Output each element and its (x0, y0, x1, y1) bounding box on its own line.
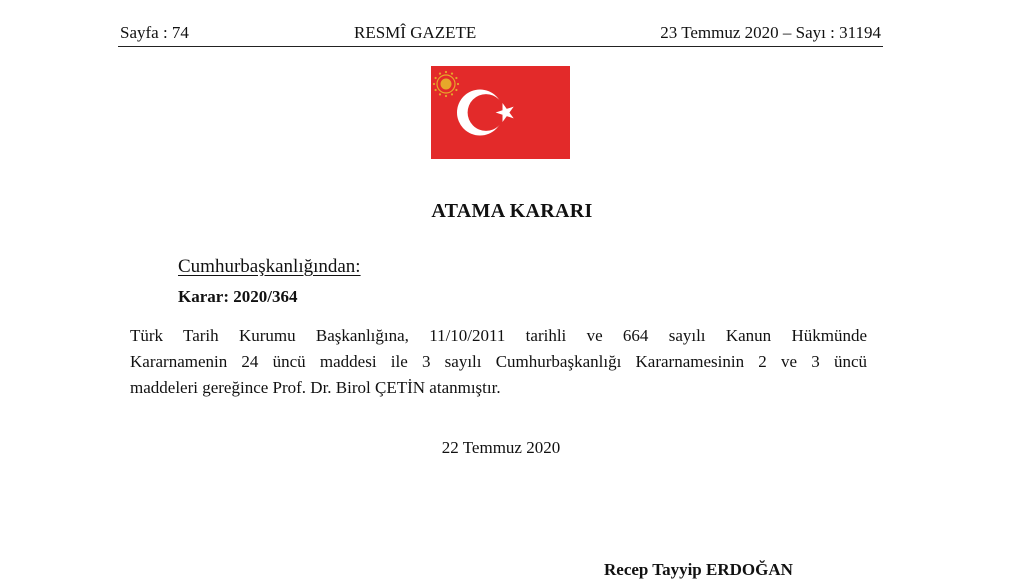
decision-body (130, 323, 867, 401)
document-title: ATAMA KARARI (431, 200, 593, 222)
decision-number: Karar: 2020/364 (178, 287, 298, 306)
issuer-heading: Cumhurbaşkanlığından: (178, 256, 361, 277)
signatory-name: Recep Tayyip ERDOĞAN (604, 560, 793, 579)
body-line: maddeleri gereğince Prof. Dr. Birol ÇETİN atanmıştır. (130, 378, 501, 397)
decision-date: 22 Temmuz 2020 (441, 438, 561, 457)
turkish-flag-icon (431, 66, 570, 159)
page-header (118, 22, 883, 47)
publication-title: RESMÎ GAZETE (354, 23, 477, 42)
issue-info: 23 Temmuz 2020 – Sayı : 31194 (660, 23, 881, 42)
page-number: Sayfa : 74 (120, 23, 189, 42)
body-line: Kararnamenin 24 üncü maddesi ile 3 sayılı Cumhurbaşkanlığı Kararnamesinin 2 ve 3 üncü (130, 352, 867, 371)
body-line: Türk Tarih Kurumu Başkanlığına, 11/10/2011 tarihli ve 664 sayılı Kanun Hükmünde (130, 326, 867, 345)
